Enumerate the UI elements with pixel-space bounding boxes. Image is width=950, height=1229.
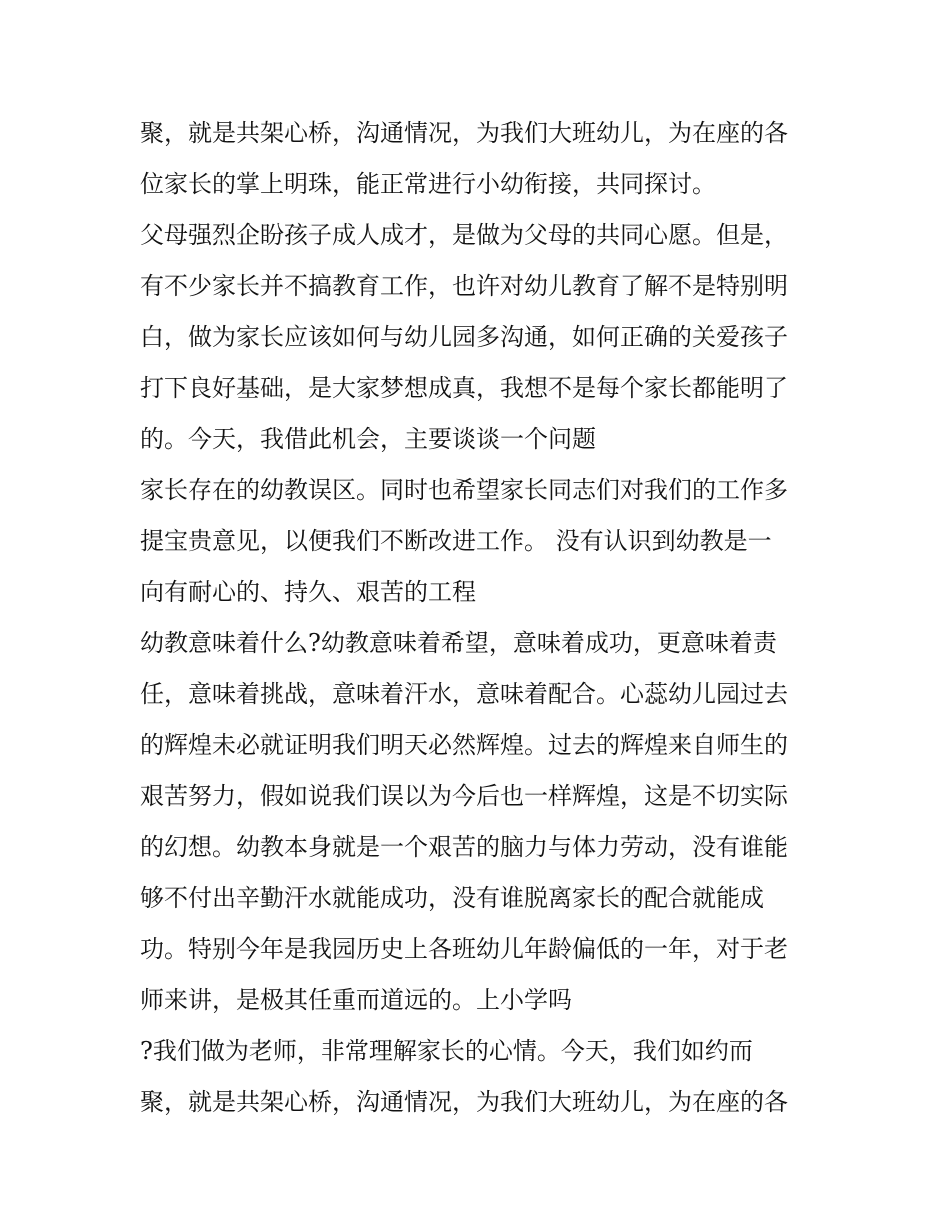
text-line: 提宝贵意见，以便我们不断改进工作。 没有认识到幼教是一 (140, 527, 772, 555)
text-line: 位家长的掌上明珠，能正常进行小幼衔接，共同探讨。 (140, 170, 716, 198)
text-line: 师来讲，是极其任重而道远的。上小学吗 (140, 986, 572, 1014)
text-line: 的幻想。幼教本身就是一个艰苦的脑力与体力劳动，没有谁能 (140, 833, 788, 861)
text-line: 任，意味着挑战，意味着汗水，意味着配合。心蕊幼儿园过去 (140, 680, 788, 708)
document-body (140, 108, 830, 1128)
text-line: 幼教意味着什么?幼教意味着希望，意味着成功，更意味着责 (140, 629, 777, 657)
text-line: 白，做为家长应该如何与幼儿园多沟通，如何正确的关爱孩子 (140, 323, 788, 351)
text-line: 聚，就是共架心桥，沟通情况，为我们大班幼儿，为在座的各 (140, 119, 788, 147)
text-line: 打下良好基础，是大家梦想成真，我想不是每个家长都能明了 (140, 374, 788, 402)
text-line: 有不少家长并不搞教育工作，也许对幼儿教育了解不是特别明 (140, 272, 788, 300)
text-line: ?我们做为老师，非常理解家长的心情。今天，我们如约而 (140, 1037, 753, 1065)
text-line: 的辉煌未必就证明我们明天必然辉煌。过去的辉煌来自师生的 (140, 731, 788, 759)
text-line: 父母强烈企盼孩子成人成才，是做为父母的共同心愿。但是， (140, 221, 788, 249)
text-line: 艰苦努力，假如说我们误以为今后也一样辉煌，这是不切实际 (140, 782, 788, 810)
text-line: 聚，就是共架心桥，沟通情况，为我们大班幼儿，为在座的各 (140, 1088, 788, 1116)
text-line: 的。今天，我借此机会，主要谈谈一个问题 (140, 425, 596, 453)
text-line: 够不付出辛勤汗水就能成功，没有谁脱离家长的配合就能成 (140, 884, 764, 912)
text-line: 功。特别今年是我园历史上各班幼儿年龄偏低的一年，对于老 (140, 935, 788, 963)
text-line: 家长存在的幼教误区。同时也希望家长同志们对我们的工作多 (140, 476, 788, 504)
text-line: 向有耐心的、持久、艰苦的工程 (140, 578, 476, 606)
